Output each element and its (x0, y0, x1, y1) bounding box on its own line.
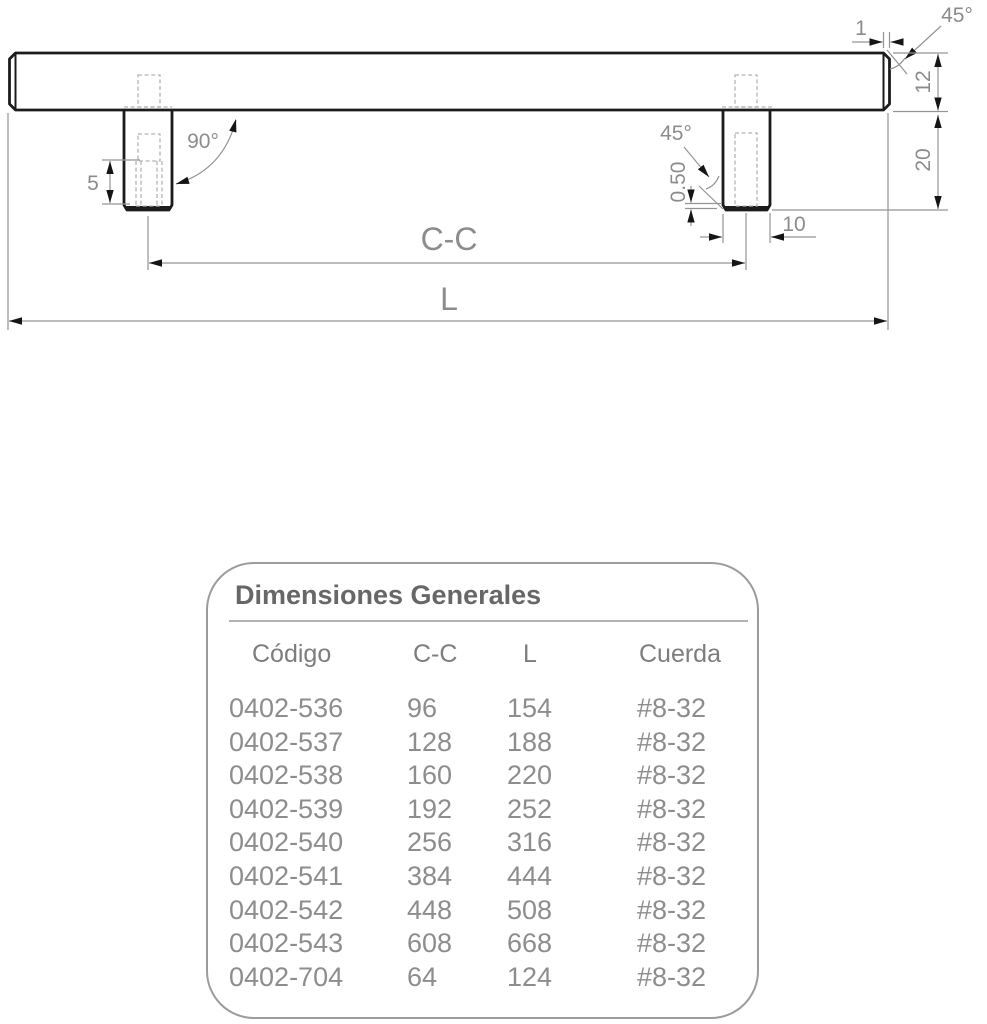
cell-l: 668 (507, 928, 553, 959)
dim-label-post-chamfer-angle: 45° (660, 122, 692, 145)
cell-cuerda: #8-32 (637, 793, 707, 824)
cell-cuerda: #8-32 (637, 894, 707, 925)
cell-cc: 160 (407, 760, 453, 791)
cell-codigo: 0402-536 (229, 693, 344, 723)
dim-label-overall-length: L (440, 281, 458, 317)
dim-center-to-center (148, 213, 746, 270)
cell-cc: 96 (407, 693, 438, 723)
cell-codigo: 0402-542 (229, 894, 344, 925)
title-divider (229, 620, 748, 622)
cell-cuerda: #8-32 (637, 928, 707, 959)
cell-codigo: 0402-538 (229, 760, 344, 791)
dim-end-chamfer-width (852, 17, 903, 48)
cell-codigo: 0402-537 (229, 726, 344, 757)
cell-cc: 128 (407, 726, 453, 757)
cell-cuerda: #8-32 (637, 726, 707, 757)
table-body (229, 692, 747, 994)
dim-label-post-chamfer-size: 0.50 (667, 161, 690, 203)
cell-l: 252 (507, 793, 553, 824)
column-header-l: L (523, 640, 537, 668)
cell-cuerda: #8-32 (637, 961, 707, 992)
dim-label-post-diameter: 10 (782, 213, 806, 236)
cell-cuerda: #8-32 (637, 693, 707, 723)
cell-codigo: 0402-543 (229, 928, 344, 959)
column-header-codigo: Código (252, 640, 332, 668)
cell-cc: 64 (407, 961, 438, 992)
cell-cc: 256 (407, 827, 453, 858)
cell-l: 316 (507, 827, 553, 858)
dim-label-mount-angle: 90° (187, 130, 219, 153)
cell-cc: 384 (407, 860, 453, 891)
dim-post-chamfer-size (667, 162, 721, 226)
cell-cc: 448 (407, 894, 453, 925)
cell-cc: 192 (407, 793, 453, 824)
dim-label-post-length: 20 (912, 148, 935, 172)
cell-l: 220 (507, 760, 553, 791)
dim-label-thread-depth: 5 (87, 172, 99, 195)
dim-post-length (772, 115, 948, 210)
cell-codigo: 0402-704 (229, 961, 344, 992)
cell-codigo: 0402-541 (229, 860, 344, 891)
table-header-row (229, 640, 747, 669)
cell-l: 188 (507, 726, 553, 757)
column-header-cc: C-C (413, 640, 458, 668)
dim-label-end-chamfer-angle: 45° (941, 4, 973, 27)
right-mounting-post (723, 110, 770, 210)
cell-l: 154 (507, 693, 553, 723)
cell-l: 124 (507, 961, 553, 992)
column-header-cuerda: Cuerda (639, 640, 721, 668)
dim-end-chamfer-angle (887, 4, 973, 74)
cell-cc: 608 (407, 928, 453, 959)
dim-label-chamfer-width: 1 (855, 17, 867, 40)
dim-post-diameter (700, 213, 816, 243)
cell-codigo: 0402-539 (229, 793, 344, 824)
dim-label-center-to-center: C-C (420, 221, 478, 257)
cell-codigo: 0402-540 (229, 827, 344, 858)
cell-l: 508 (507, 894, 553, 925)
dimensions-table-card (206, 562, 759, 1019)
cell-cuerda: #8-32 (637, 760, 707, 791)
cell-cuerda: #8-32 (637, 827, 707, 858)
table-title: Dimensiones Generales (235, 580, 542, 610)
dim-bar-diameter (893, 53, 948, 112)
cell-l: 444 (507, 860, 553, 891)
dim-label-bar-diameter: 12 (912, 70, 935, 94)
dim-mount-angle (176, 119, 236, 184)
cell-cuerda: #8-32 (637, 860, 707, 891)
